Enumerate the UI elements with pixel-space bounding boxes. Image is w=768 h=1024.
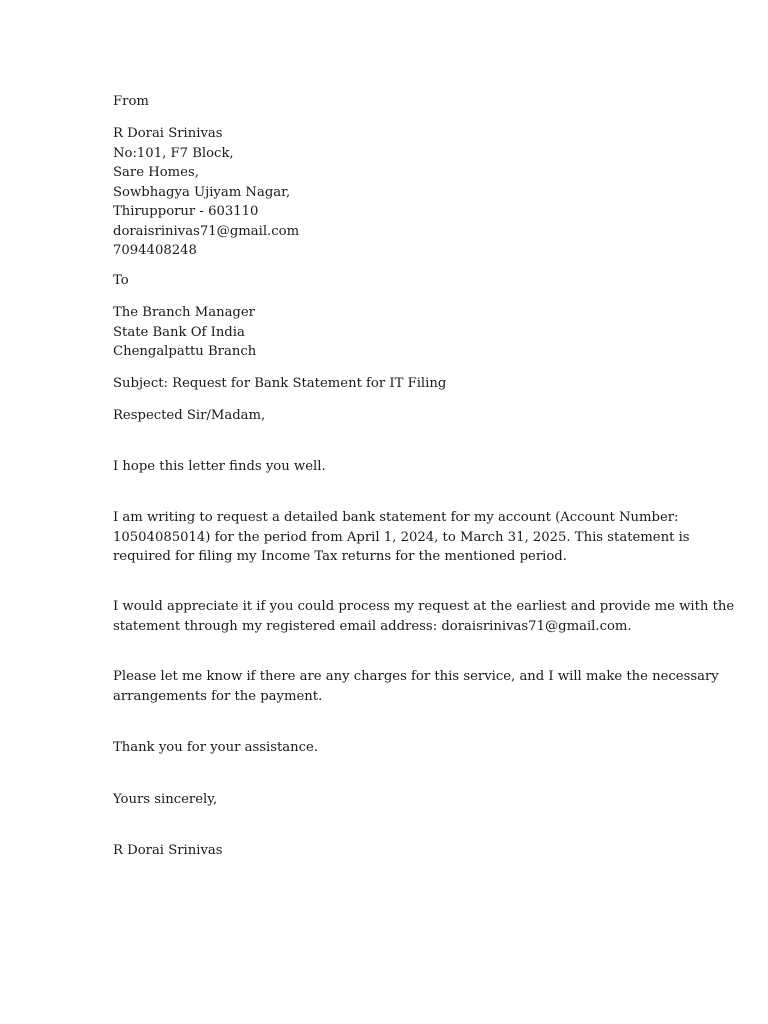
paragraph-4 (113, 667, 719, 706)
paragraph-3-line2: statement through my registered email address: doraisrinivas71@gmail.com. (113, 618, 632, 634)
recipient-line1: The Branch Manager (113, 305, 255, 320)
from-label (113, 92, 673, 112)
subject-line (113, 374, 673, 394)
to-label-text: To (113, 273, 129, 288)
paragraph-1-line1: I hope this letter finds you well. (113, 459, 326, 474)
sender-address-line3: Sowbhagya Ujiyam Nagar, (113, 184, 291, 200)
sender-address-block (113, 124, 673, 261)
paragraph-2 (113, 508, 690, 567)
sender-address-line4: Thirupporur - 603110 (113, 204, 259, 219)
sender-address-line2: Sare Homes, (113, 165, 199, 180)
recipient-address-block (113, 303, 673, 362)
salutation-text: Respected Sir/Madam, (113, 408, 266, 423)
sender-name: R Dorai Srinivas (113, 126, 223, 141)
signature-line (113, 841, 673, 861)
sender-phone: 7094408248 (113, 243, 197, 258)
subject-text: Subject: Request for Bank Statement for IT Filing (113, 376, 447, 391)
from-label-text: From (113, 94, 149, 109)
paragraph-2-line3: required for filing my Income Tax returns for the mentioned period. (113, 549, 567, 564)
sender-email: doraisrinivas71@gmail.com (113, 223, 300, 239)
recipient-line2: State Bank Of India (113, 324, 245, 340)
salutation (113, 406, 673, 426)
paragraph-2-line1: I am writing to request a detailed bank statement for my account (Account Number: (113, 510, 679, 525)
sender-address-line1: No:101, F7 Block, (113, 145, 234, 161)
paragraph-1 (113, 457, 673, 477)
paragraph-2-line2: 10504085014) for the period from April 1, 2024, to March 31, 2025. This statement is (113, 529, 690, 545)
paragraph-4-line2: arrangements for the payment. (113, 688, 323, 704)
recipient-line3: Chengalpattu Branch (113, 344, 257, 359)
closing-text: Yours sincerely, (113, 792, 218, 807)
paragraph-3 (113, 597, 735, 636)
paragraph-4-line1: Please let me know if there are any charges for this service, and I will make the necessary (113, 669, 719, 684)
thanks-line (113, 738, 673, 758)
paragraph-3-line1: I would appreciate it if you could process my request at the earliest and provide me with the (113, 599, 735, 614)
closing-line (113, 790, 673, 810)
to-label (113, 271, 673, 291)
thanks-text: Thank you for your assistance. (113, 740, 319, 755)
signature-name: R Dorai Srinivas (113, 843, 223, 858)
